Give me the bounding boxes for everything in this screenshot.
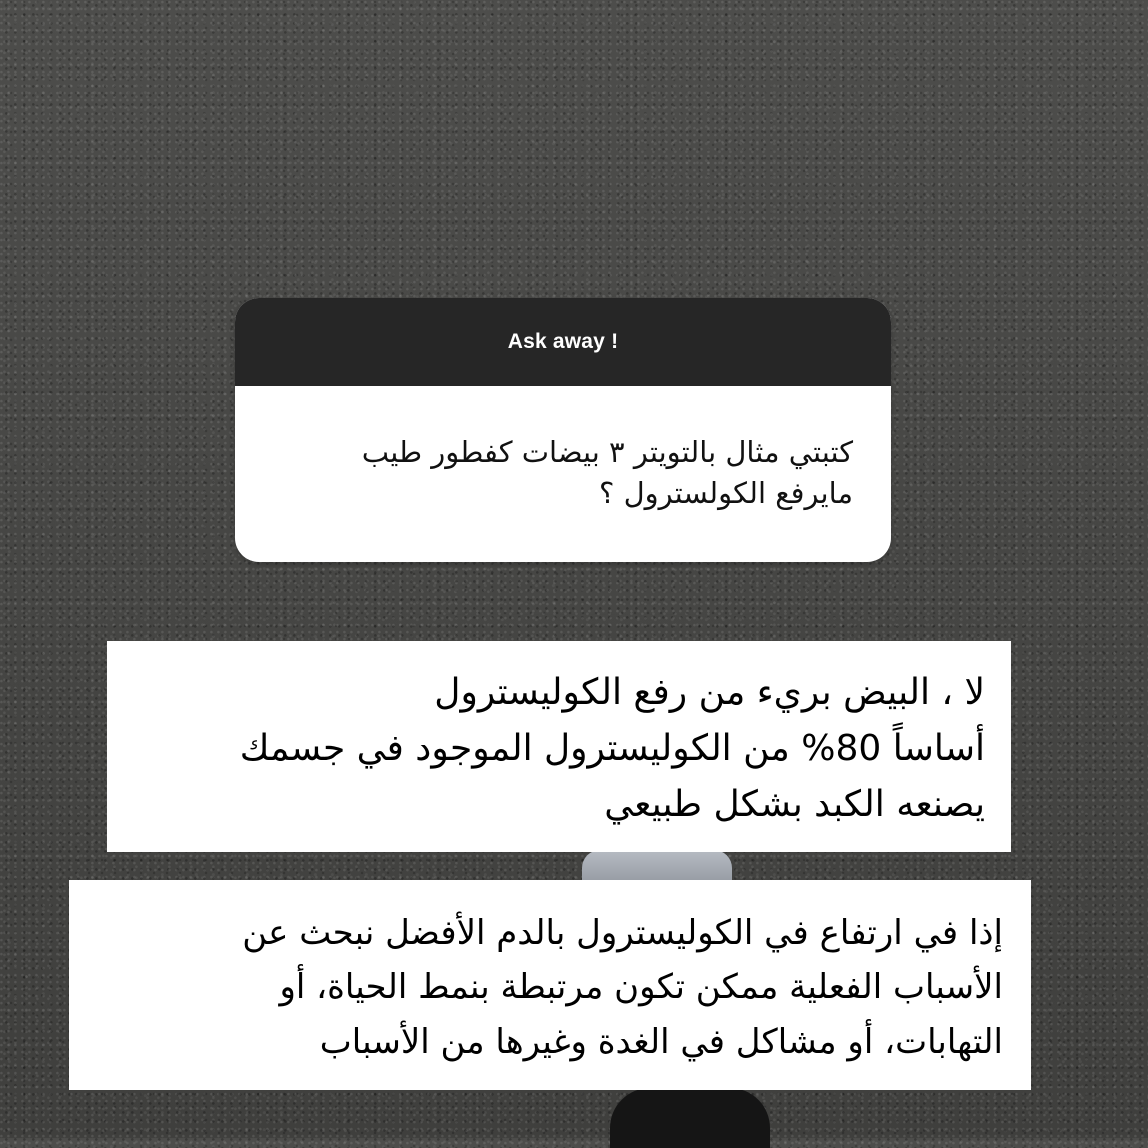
answer-line: الأسباب الفعلية ممكن تكون مرتبطة بنمط الحياة، أو <box>279 967 1003 1008</box>
question-line: كتبتي مثال بالتويتر ٣ بيضات كفطور طيب <box>361 435 853 469</box>
clothing-photo-detail <box>610 1088 770 1148</box>
answer-line: لا ، البيض بريء من رفع الكوليسترول <box>434 672 985 713</box>
answer-text-box-2 <box>69 880 1031 1090</box>
question-sticker[interactable] <box>235 298 891 562</box>
answer-line: التهابات، أو مشاكل في الغدة وغيرها من الأسباب <box>319 1021 1003 1062</box>
answer-line: أساساً 80% من الكوليسترول الموجود في جسمك <box>239 727 985 769</box>
answer-line: يصنعه الكبد بشكل طبيعي <box>604 783 985 825</box>
question-text <box>235 386 891 514</box>
answer-line: إذا في ارتفاع في الكوليسترول بالدم الأفضل نبحث عن <box>242 913 1003 953</box>
question-line: مايرفع الكولسترول ؟ <box>599 476 853 511</box>
question-sticker-header: Ask away ! <box>235 298 891 386</box>
answer-text-box-1 <box>107 641 1011 852</box>
